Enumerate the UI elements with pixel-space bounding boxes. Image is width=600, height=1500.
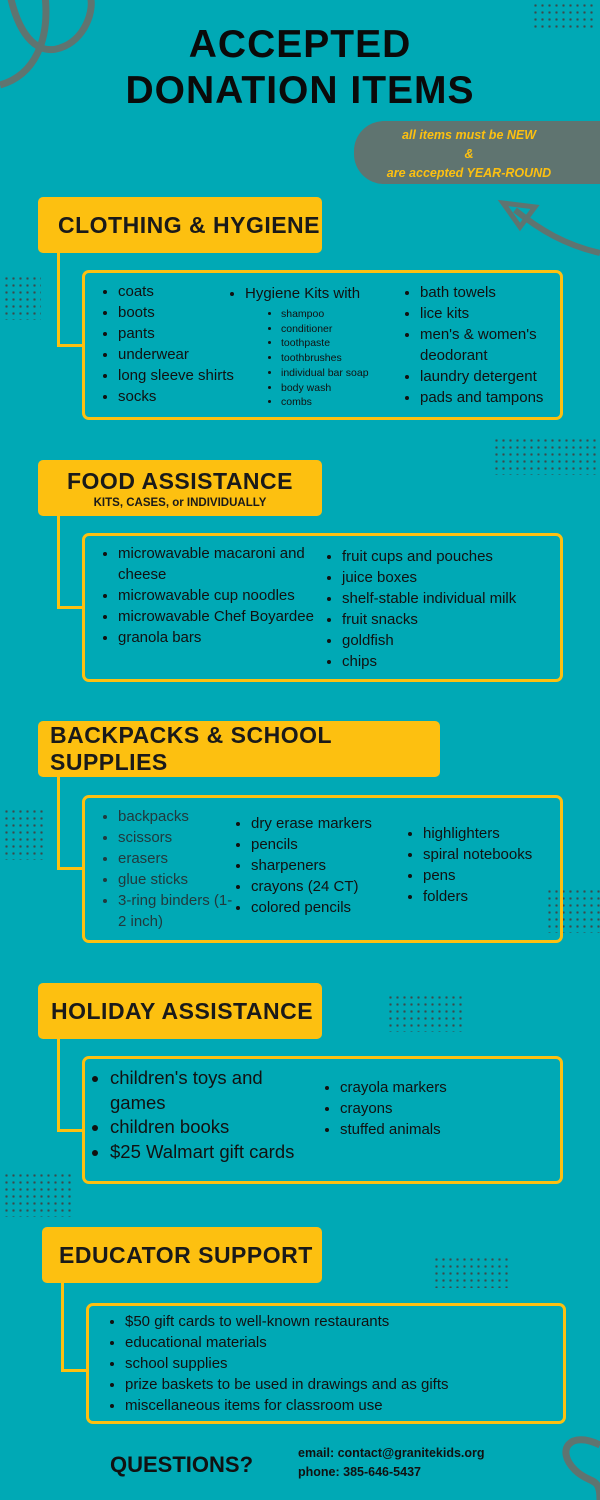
list-item: • lice kits: [420, 303, 555, 324]
list-item: • crayons: [340, 1098, 447, 1119]
dot-grid: [387, 994, 465, 1032]
list-item: • boots: [118, 302, 234, 323]
list-item: • children's toys and games: [110, 1066, 320, 1115]
list-item: • $25 Walmart gift cards: [110, 1140, 320, 1165]
list-item: • backpacks: [118, 806, 238, 827]
item-list: [408, 823, 532, 907]
section-header-clothing: CLOTHING & HYGIENE: [38, 197, 322, 253]
list-item: • pants: [118, 323, 234, 344]
section-header-school: BACKPACKS & SCHOOL SUPPLIES: [38, 721, 440, 777]
item-list: [236, 813, 372, 918]
list-item: • microwavable cup noodles: [118, 585, 328, 606]
list-item: • crayola markers: [340, 1077, 447, 1098]
swirl-decoration: [540, 1425, 600, 1500]
contact-phone: phone: 385-646-5437: [298, 1465, 421, 1479]
dot-grid: [493, 437, 600, 475]
questions-heading: QUESTIONS?: [110, 1452, 254, 1477]
dot-grid: [3, 1172, 71, 1217]
arrow-decoration: [495, 185, 600, 260]
list-item: • pads and tampons: [420, 387, 555, 408]
list-item: • glue sticks: [118, 869, 238, 890]
list-item: • scissors: [118, 827, 238, 848]
list-item: • educational materials: [125, 1332, 449, 1353]
list-item: • men's & women's deodorant: [420, 324, 555, 366]
list-item: • goldfish: [342, 630, 516, 651]
list-item: • bath towels: [420, 282, 555, 303]
list-item: • granola bars: [118, 627, 328, 648]
list-item: • pens: [423, 865, 532, 886]
list-item: • laundry detergent: [420, 366, 555, 387]
list-item: • Hygiene Kits with: [245, 283, 360, 304]
list-item: • underwear: [118, 344, 234, 365]
list-item: • shampoo: [281, 307, 369, 322]
item-list: [103, 543, 328, 648]
list-item: • microwavable macaroni and cheese: [118, 543, 328, 585]
section-header-food: FOOD ASSISTANCE KITS, CASES, or INDIVIDUALLY: [38, 460, 322, 516]
list-item: • dry erase markers: [251, 813, 372, 834]
contact-email[interactable]: email: contact@granitekids.org: [298, 1446, 485, 1460]
sub-item-list: [266, 307, 369, 410]
list-item: • erasers: [118, 848, 238, 869]
item-list: [110, 1311, 449, 1416]
list-item: • socks: [118, 386, 234, 407]
list-item: • children books: [110, 1115, 320, 1140]
dot-grid: [3, 808, 43, 860]
item-list: [327, 546, 516, 672]
list-item: • folders: [423, 886, 532, 907]
note-banner: all items must be NEW & are accepted YEAR-ROUND: [354, 121, 600, 184]
list-item: • microwavable Chef Boyardee: [118, 606, 328, 627]
list-item: • body wash: [281, 381, 369, 396]
list-item: • individual bar soap: [281, 366, 369, 381]
list-item: • chips: [342, 651, 516, 672]
item-list: [405, 282, 555, 408]
list-item: • long sleeve shirts: [118, 365, 234, 386]
list-item: • stuffed animals: [340, 1119, 447, 1140]
dot-grid: [433, 1256, 511, 1288]
list-item: • coats: [118, 281, 234, 302]
item-list: [103, 806, 238, 932]
list-item: • juice boxes: [342, 567, 516, 588]
list-item: • 3-ring binders (1-2 inch): [118, 890, 238, 932]
section-header-holiday: HOLIDAY ASSISTANCE: [38, 983, 322, 1039]
list-item: • combs: [281, 395, 369, 410]
page-title: ACCEPTED DONATION ITEMS: [125, 23, 475, 112]
list-item: • sharpeners: [251, 855, 372, 876]
item-list: [95, 1066, 320, 1164]
dot-grid: [3, 275, 41, 320]
list-item: • prize baskets to be used in drawings and as gifts: [125, 1374, 449, 1395]
item-list: [230, 283, 360, 304]
list-item: • fruit snacks: [342, 609, 516, 630]
list-item: • miscellaneous items for classroom use: [125, 1395, 449, 1416]
list-item: • toothpaste: [281, 336, 369, 351]
list-item: • school supplies: [125, 1353, 449, 1374]
item-list: [325, 1077, 447, 1140]
list-item: • pencils: [251, 834, 372, 855]
list-item: • colored pencils: [251, 897, 372, 918]
list-item: • spiral notebooks: [423, 844, 532, 865]
list-item: • toothbrushes: [281, 351, 369, 366]
list-item: • fruit cups and pouches: [342, 546, 516, 567]
list-item: • crayons (24 CT): [251, 876, 372, 897]
list-item: • shelf-stable individual milk: [342, 588, 516, 609]
section-header-educator: EDUCATOR SUPPORT: [42, 1227, 322, 1283]
list-item: • conditioner: [281, 322, 369, 337]
list-item: • $50 gift cards to well-known restaurants: [125, 1311, 449, 1332]
item-list: [103, 281, 234, 407]
list-item: • highlighters: [423, 823, 532, 844]
